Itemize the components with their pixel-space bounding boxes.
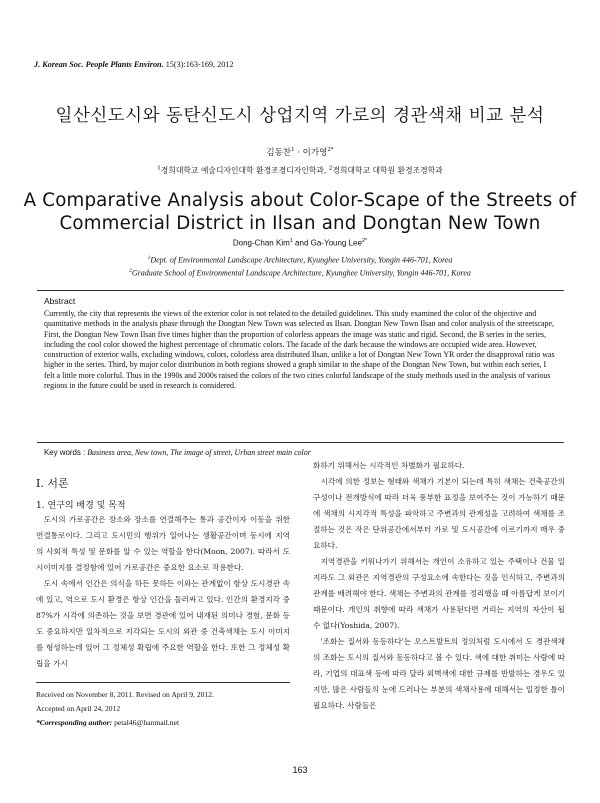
paragraph: 지역경관을 키워나가기 위해서는 개인이 소유하고 있는 주택이나 건물 일지라도 그 외관은 지역경관의 구성요소에 속한다는 것을 인식하고, 주변과의 관계를 배려해야 한다. 색채는 주변과의 관계를 정리했을 때 아름답게 보이기 때문이다. 개인의 취향에 따라 색채가 사용된다면 거리는 지역의 자산이 될 수 없다(Yoshida, 2007). — [313, 557, 565, 630]
affil-en-1: Dept. of Environmental Landscape Architecture, Kyunghee University, Yongin 446-701, Korea — [150, 255, 453, 265]
corresponding-email: petal46@hanmail.net — [112, 718, 180, 727]
body-right-column — [313, 458, 565, 714]
journal-citation — [34, 60, 233, 69]
footnote-received: Received on November 8, 2011. Revised on April 9, 2012. — [36, 690, 214, 699]
author-2-en-sup: 2* — [361, 238, 368, 244]
affil-en-2: Graduate School of Environmental Landscape Architecture, Kyunghee University, Yongin 446-701, Korea — [131, 268, 471, 278]
paragraph: 시각에 의한 정보는 형태와 색채가 기본이 되는데 특히 색채는 건축공간의 구성이나 전개방식에 따라 더욱 풍부한 표정을 보여주는 것이 가능하기 때문에 색채의 시지각적 특성을 파악하고 주변과의 관계성을 고려하여 색채를 조절하는 것은 작은 단위공간에서부터 가로 및 도시공간에 이르기까지 매우 중요하다. — [313, 477, 565, 550]
paragraph: 화하기 위해서는 시각적인 차별화가 필요하다. — [313, 461, 465, 470]
affil-ko-1: 경희대학교 예술디자인대학 환경조경디자인학과, — [160, 166, 329, 175]
body-left-column — [36, 512, 290, 672]
title-en-line-1: A Comparative Analysis about Color-Scape of the Streets of — [23, 190, 577, 211]
affil-en-sup-2: 2 — [129, 267, 132, 274]
authors-korean — [0, 146, 600, 158]
journal-name: J. Korean Soc. People Plants Environ. — [34, 60, 164, 69]
subsection-heading-background: 1. 연구의 배경 및 목적 — [36, 501, 126, 511]
keywords-label: Key words : — [44, 448, 86, 457]
author-2-ko: 이가영 — [302, 148, 328, 158]
footnote-corresponding — [36, 718, 296, 727]
section-heading-intro: I. 서론 — [36, 477, 69, 490]
paragraph: 도시 속에서 인간은 의식을 하든 못하든 이와는 관계없이 항상 도시경관 속에 있고, 역으로 도시 환경은 항상 인간을 둘러싸고 있다. 인간의 환경지각 중 87%가 시각에 의존하는 것을 보면 경관에 있어 내재된 의미나 경험, 문화 등도 중요하지만 일차적으로 지각되는 도시의 외관 중 건축색채는 도시 이미지를 형성하는데 있어 그 정체성 확립에 주요한 역할을 한다. 또한 그 정체성 확립을 가시 — [36, 579, 290, 668]
affil-ko-2: 경희대학교 대학원 환경조경학과 — [332, 166, 443, 175]
corresponding-label: *Corresponding author: — [36, 718, 113, 727]
affil-ko-sup-1: 1 — [157, 165, 161, 172]
author-2-en: Ga-Young Lee — [310, 238, 362, 248]
paragraph: '조화는 질서와 동등하다'는 오스트발트의 정의처럼 도시에서 도 경관색채의 조화는 도시의 질서와 동등하다고 볼 수 있다. 색에 대한 취미는 사람에 따라, 기업의 대표색 등에 따라 달라 외벽색에 대한 규제를 반발하는 경우도 있지만, 많은 사람들의 눈에 드러나는 부분의 색채사용에 대해서는 일정한 틀이 필요하다. 사람들은 — [313, 637, 565, 710]
author-1-ko-sup: 1 — [291, 147, 295, 154]
footnote-rule — [36, 682, 290, 683]
title-korean: 일산신도시와 동탄신도시 상업지역 가로의 경관색채 비교 분석 — [55, 106, 545, 126]
journal-issue: 15(3):163-169, 2012 — [163, 60, 234, 69]
keywords — [44, 448, 311, 457]
footnote-accepted: Accepted on April 24, 2012 — [36, 704, 121, 713]
author-1-ko: 김동찬 — [266, 148, 292, 158]
abstract-body: Currently, the city that represents the views of the exterior color is not related to the detailed guidelines. This study examined the color of the objective and quantitative methods in the analysis phase through the Dongtan New Town was selected as Ilsan. Dongtan New Town Ilsan and color analysis of the streetscape, First, the Dongtan New Town Ilsan five times higher than the proportion of colorless appears the image was static and rigid. Second, the B series in the series, including the cool color showed the highest percentage of chromatic colors. The facade of the dark because the windows are occupied wide area. However, construction of exterior walls, excluding windows, colors, colorless area distributed Ilsan, unlike a lot of Dongtan New Town YR order the disapproval ratio was higher in the series. Third, by major color distribution in both regions showed a graph similar to the shape of the Dongtan New Town, but within each series, I felt a little more colorful. Thus in the 1990s and 2000s raised the colors of the two cities colorful landscape of the study methods used in the analysis of various regions in the future could be used in research is considered. — [44, 309, 555, 390]
page-number: 163 — [292, 765, 308, 775]
author-1-en: Dong-Chan Kim — [232, 238, 290, 248]
abstract-top-rule — [37, 290, 564, 291]
paragraph: 도시의 가로공간은 장소와 장소를 연결해주는 통과 공간이자 이동을 위한 연결통로이다. 그리고 도시민의 행위가 일어나는 생활공간이며 동시에 지역의 사회적 특성 및 문화를 알 수 있는 역할을 한다(Moon, 2007). 따라서 도시이미지를 결정함에 있어 가로공간은 중요한 요소로 작용한다. — [36, 515, 290, 572]
title-english — [0, 189, 600, 235]
affil-ko-sup-2: 2 — [328, 165, 333, 172]
abstract-heading: Abstract — [44, 296, 76, 306]
affil-en-1-row — [0, 253, 600, 266]
affiliation-english — [0, 253, 600, 278]
author-2-ko-sup: 2* — [327, 147, 334, 154]
author-1-en-sup: 1 — [289, 238, 293, 244]
keywords-text: Business area, New town, The image of street, Urban street main color — [85, 448, 311, 457]
affiliation-korean — [0, 165, 600, 176]
author-and: and — [292, 238, 311, 248]
affil-en-2-row — [0, 266, 600, 279]
title-en-line-2: Commercial District in Ilsan and Dongtan New Town — [59, 213, 541, 234]
abstract-bottom-rule — [37, 442, 564, 443]
affil-en-sup-1: 1 — [147, 255, 151, 261]
author-separator: · — [294, 148, 303, 158]
authors-english — [0, 238, 600, 248]
